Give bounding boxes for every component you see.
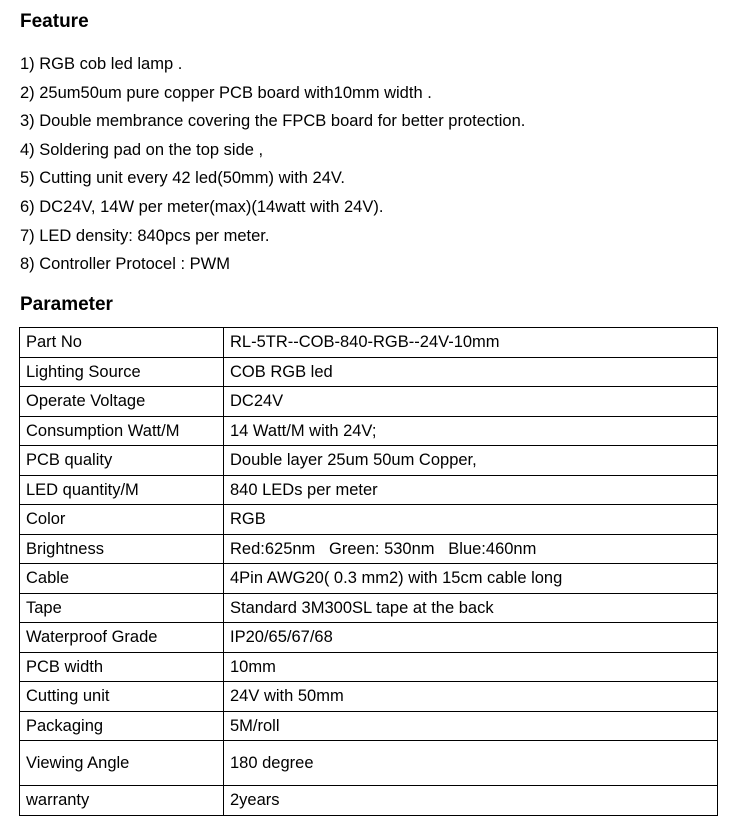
param-value: 180 degree bbox=[224, 741, 718, 786]
param-label: Brightness bbox=[20, 534, 224, 564]
param-label: Part No bbox=[20, 328, 224, 358]
param-value: 14 Watt/M with 24V; bbox=[224, 416, 718, 446]
feature-item: 5) Cutting unit every 42 led(50mm) with 24V. bbox=[20, 169, 345, 188]
table-row bbox=[20, 711, 718, 741]
param-label: PCB width bbox=[20, 652, 224, 682]
table-row bbox=[20, 741, 718, 786]
table-row bbox=[20, 505, 718, 535]
param-label: LED quantity/M bbox=[20, 475, 224, 505]
param-label: Packaging bbox=[20, 711, 224, 741]
param-label: Lighting Source bbox=[20, 357, 224, 387]
feature-item: 3) Double membrance covering the FPCB board for better protection. bbox=[20, 112, 526, 131]
param-value: 24V with 50mm bbox=[224, 682, 718, 712]
param-value: Red:625nm Green: 530nm Blue:460nm bbox=[224, 534, 718, 564]
table-row bbox=[20, 564, 718, 594]
param-label: Cable bbox=[20, 564, 224, 594]
param-value: 10mm bbox=[224, 652, 718, 682]
parameter-heading: Parameter bbox=[20, 294, 113, 315]
table-row bbox=[20, 652, 718, 682]
param-label: Waterproof Grade bbox=[20, 623, 224, 653]
param-value: 840 LEDs per meter bbox=[224, 475, 718, 505]
param-label: Tape bbox=[20, 593, 224, 623]
feature-item: 6) DC24V, 14W per meter(max)(14watt with 24V). bbox=[20, 197, 384, 216]
param-value: RGB bbox=[224, 505, 718, 535]
param-label: warranty bbox=[20, 786, 224, 816]
table-row bbox=[20, 623, 718, 653]
feature-item: 7) LED density: 840pcs per meter. bbox=[20, 226, 270, 245]
table-row bbox=[20, 357, 718, 387]
feature-heading: Feature bbox=[20, 11, 89, 32]
table-row bbox=[20, 475, 718, 505]
param-label: Color bbox=[20, 505, 224, 535]
table-row bbox=[20, 416, 718, 446]
param-value: RL-5TR--COB-840-RGB--24V-10mm bbox=[224, 328, 718, 358]
param-label: Cutting unit bbox=[20, 682, 224, 712]
table-row bbox=[20, 446, 718, 476]
parameter-table bbox=[19, 327, 718, 816]
param-value: 4Pin AWG20( 0.3 mm2) with 15cm cable long bbox=[224, 564, 718, 594]
param-label: Operate Voltage bbox=[20, 387, 224, 417]
table-row bbox=[20, 682, 718, 712]
param-value: 2years bbox=[224, 786, 718, 816]
param-label: PCB quality bbox=[20, 446, 224, 476]
param-value: IP20/65/67/68 bbox=[224, 623, 718, 653]
param-value: Standard 3M300SL tape at the back bbox=[224, 593, 718, 623]
table-row bbox=[20, 328, 718, 358]
table-row bbox=[20, 534, 718, 564]
param-label: Consumption Watt/M bbox=[20, 416, 224, 446]
table-row bbox=[20, 593, 718, 623]
table-row bbox=[20, 786, 718, 816]
param-value: Double layer 25um 50um Copper, bbox=[224, 446, 718, 476]
feature-item: 1) RGB cob led lamp . bbox=[20, 55, 183, 73]
param-value: COB RGB led bbox=[224, 357, 718, 387]
feature-item: 8) Controller Protocel : PWM bbox=[20, 255, 230, 274]
param-label: Viewing Angle bbox=[20, 741, 224, 786]
param-value: 5M/roll bbox=[224, 711, 718, 741]
param-value: DC24V bbox=[224, 387, 718, 417]
feature-item: 2) 25um50um pure copper PCB board with10mm width . bbox=[20, 83, 432, 102]
table-row bbox=[20, 387, 718, 417]
feature-item: 4) Soldering pad on the top side , bbox=[20, 140, 264, 159]
feature-list bbox=[20, 52, 525, 281]
